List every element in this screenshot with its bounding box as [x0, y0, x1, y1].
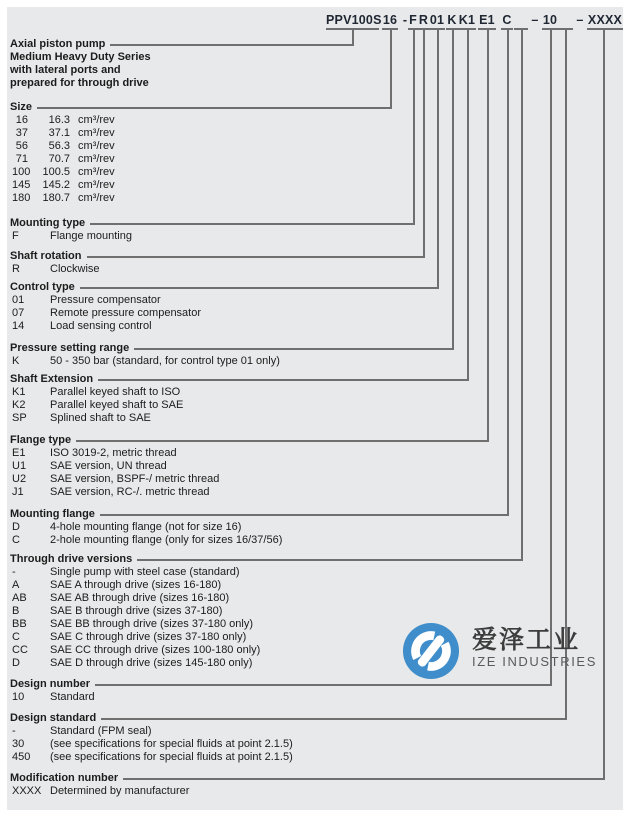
- option-code: U2: [12, 473, 27, 485]
- code-option-row: [12, 738, 567, 751]
- option-code: C: [12, 534, 20, 546]
- section-flange-type: [10, 434, 489, 499]
- section-rule: [37, 107, 392, 109]
- option-code: -: [12, 725, 16, 737]
- product-line: prepared for through drive: [10, 77, 149, 89]
- option-code: CC: [12, 644, 28, 656]
- section-title: Shaft Extension: [10, 373, 94, 385]
- code-option-row: [12, 355, 454, 368]
- option-code: K1: [12, 386, 26, 398]
- option-code: 145: [12, 179, 31, 191]
- option-code: J1: [12, 486, 24, 498]
- connector-line: [423, 30, 425, 258]
- product-line: Medium Heavy Duty Series: [10, 51, 151, 63]
- option-code: F: [12, 230, 19, 242]
- code-segment: F: [408, 13, 418, 30]
- option-value: 56.3: [48, 140, 70, 152]
- code-separator: –: [576, 13, 584, 27]
- option-description: 50 - 350 bar (standard, for control type 01 only): [50, 355, 280, 367]
- option-description: ISO 3019-2, metric thread: [50, 447, 177, 459]
- option-code: 100: [12, 166, 31, 178]
- option-description: SAE D through drive (sizes 145-180 only): [50, 657, 253, 669]
- connector-line: [452, 30, 454, 350]
- option-value: 70.7: [48, 153, 70, 165]
- size-row: [12, 127, 392, 140]
- code-segment: 16: [382, 13, 398, 30]
- option-description: SAE BB through drive (sizes 37-180 only): [50, 618, 253, 630]
- option-code: 14: [12, 320, 25, 332]
- section-shaft-rotation: [10, 250, 425, 276]
- section-mounting-type: [10, 217, 415, 243]
- code-separator: -: [402, 13, 408, 27]
- option-code: BB: [12, 618, 27, 630]
- option-description: Remote pressure compensator: [50, 307, 202, 319]
- option-code: 10: [12, 691, 25, 703]
- section-rule: [87, 256, 426, 258]
- option-unit: cm³/rev: [78, 114, 115, 126]
- connector-line: [507, 30, 509, 516]
- code-separator: –: [531, 13, 539, 27]
- section-title: Shaft rotation: [10, 250, 82, 262]
- option-unit: cm³/rev: [78, 166, 115, 178]
- option-description: Determined by manufacturer: [50, 785, 190, 797]
- connector-line: [413, 30, 415, 225]
- section-title: Design standard: [10, 712, 97, 724]
- option-value: 180.7: [42, 192, 70, 204]
- code-option-row: [12, 320, 439, 333]
- section-rule: [76, 440, 489, 442]
- option-code: 07: [12, 307, 25, 319]
- option-description: Single pump with steel case (standard): [50, 566, 240, 578]
- option-description: SAE A through drive (sizes 16-180): [50, 579, 222, 591]
- size-row: [12, 140, 392, 153]
- section-title: Flange type: [10, 434, 72, 446]
- code-option-row: [12, 447, 489, 460]
- option-code: XXXX: [12, 785, 42, 797]
- size-row: [12, 114, 392, 127]
- code-option-row: [12, 521, 509, 534]
- code-segment: 10: [542, 13, 558, 30]
- option-description: SAE version, BSPF-/ metric thread: [50, 473, 220, 485]
- code-option-row: [12, 486, 489, 499]
- option-description: Pressure compensator: [50, 294, 161, 306]
- option-code: 16: [15, 114, 28, 126]
- ize-watermark: [402, 622, 597, 685]
- option-description: Clockwise: [50, 263, 100, 275]
- section-rule: [101, 718, 567, 720]
- connector-line: [487, 30, 489, 442]
- option-code: SP: [12, 412, 27, 424]
- connector-line: [390, 30, 392, 109]
- section-title: Modification number: [10, 772, 119, 784]
- option-description: SAE version, RC-/. metric thread: [50, 486, 210, 498]
- option-value: 100.5: [42, 166, 70, 178]
- option-description: 4-hole mounting flange (not for size 16): [50, 521, 242, 533]
- circular-arrows-icon: [402, 622, 460, 685]
- section-product: [10, 38, 354, 90]
- code-option-row: [12, 460, 489, 473]
- section-mounting-flange: [10, 508, 509, 547]
- section-rule: [123, 778, 605, 780]
- code-option-row: [12, 751, 567, 764]
- code-segment-blank: [558, 13, 573, 30]
- code-option-row: [12, 473, 489, 486]
- section-rule: [100, 514, 509, 516]
- option-code: -: [12, 566, 16, 578]
- code-segment-blank: [514, 13, 528, 30]
- code-option-row: [12, 230, 415, 243]
- size-row: [12, 192, 392, 205]
- option-code: 71: [15, 153, 28, 165]
- code-segment: R: [418, 13, 429, 30]
- code-option-row: [12, 263, 425, 276]
- option-description: SAE B through drive (sizes 37-180): [50, 605, 223, 617]
- section-title: Mounting flange: [10, 508, 95, 520]
- option-description: Flange mounting: [50, 230, 132, 242]
- option-code: D: [12, 521, 20, 533]
- code-option-row: [12, 412, 469, 425]
- option-code: 01: [12, 294, 25, 306]
- option-value: 16.3: [48, 114, 70, 126]
- code-option-row: [12, 534, 509, 547]
- product-line: with lateral ports and: [10, 64, 121, 76]
- connector-line: [565, 30, 567, 720]
- code-option-row: [12, 579, 523, 592]
- option-description: (see specifications for special fluids at point 2.1.5): [50, 738, 293, 750]
- code-segment: PPV100S: [326, 13, 379, 30]
- brand-name-cjk: 爱泽工业: [472, 626, 581, 654]
- option-code: A: [12, 579, 20, 591]
- option-description: (see specifications for special fluids at point 2.1.5): [50, 751, 293, 763]
- code-option-row: [12, 605, 523, 618]
- code-option-row: [12, 307, 439, 320]
- code-option-row: [12, 386, 469, 399]
- brand-name-latin: IZE INDUSTRIES: [472, 654, 597, 669]
- option-description: SAE CC through drive (sizes 100-180 only): [50, 644, 261, 656]
- code-option-row: [12, 399, 469, 412]
- code-option-row: [12, 294, 439, 307]
- option-description: SAE AB through drive (sizes 16-180): [50, 592, 230, 604]
- size-row: [12, 179, 392, 192]
- section-pressure-range: [10, 342, 454, 368]
- code-option-row: [12, 785, 605, 798]
- option-code: 56: [15, 140, 28, 152]
- option-description: SAE C through drive (sizes 37-180 only): [50, 631, 247, 643]
- option-code: R: [12, 263, 20, 275]
- section-rule: [137, 559, 523, 561]
- option-unit: cm³/rev: [78, 140, 115, 152]
- option-code: C: [12, 631, 20, 643]
- option-code: D: [12, 657, 20, 669]
- code-segment: C: [501, 13, 513, 30]
- option-code: K: [12, 355, 20, 367]
- section-rule: [98, 379, 469, 381]
- section-title: Through drive versions: [10, 553, 133, 565]
- connector-line: [603, 30, 605, 780]
- connector-line: [521, 30, 523, 561]
- section-modification-number: [10, 772, 605, 798]
- section-title: Design number: [10, 678, 91, 690]
- section-title: Pressure setting range: [10, 342, 130, 354]
- option-code: 37: [15, 127, 28, 139]
- section-title: Control type: [10, 281, 75, 293]
- code-segment: XXXX: [587, 13, 623, 30]
- connector-line: [437, 30, 439, 289]
- section-rule: [90, 223, 415, 225]
- section-shaft-extension: [10, 373, 469, 425]
- code-option-row: [12, 691, 552, 704]
- option-code: 180: [12, 192, 31, 204]
- option-unit: cm³/rev: [78, 153, 115, 165]
- code-segment: 01: [429, 13, 445, 30]
- option-code: B: [12, 605, 20, 617]
- option-unit: cm³/rev: [78, 127, 115, 139]
- section-control-type: [10, 281, 439, 333]
- option-description: Standard (FPM seal): [50, 725, 152, 737]
- code-segment: E1: [478, 13, 496, 30]
- option-code: AB: [12, 592, 27, 604]
- option-description: Parallel keyed shaft to ISO: [50, 386, 181, 398]
- section-rule: [110, 44, 354, 46]
- option-code: 30: [12, 738, 25, 750]
- section-title: Axial piston pump: [10, 38, 106, 50]
- section-rule: [134, 348, 454, 350]
- option-description: Load sensing control: [50, 320, 152, 332]
- section-design-standard: [10, 712, 567, 764]
- option-code: K2: [12, 399, 26, 411]
- section-title: Mounting type: [10, 217, 86, 229]
- option-value: 37.1: [48, 127, 70, 139]
- section-size: [10, 101, 392, 205]
- option-value: 145.2: [42, 179, 70, 191]
- code-option-row: [12, 566, 523, 579]
- option-description: 2-hole mounting flange (only for sizes 16/37/56): [50, 534, 283, 546]
- connector-line: [550, 30, 552, 686]
- option-description: SAE version, UN thread: [50, 460, 167, 472]
- option-description: Parallel keyed shaft to SAE: [50, 399, 184, 411]
- code-option-row: [12, 592, 523, 605]
- code-option-row: [12, 725, 567, 738]
- option-unit: cm³/rev: [78, 179, 115, 191]
- option-description: Standard: [50, 691, 95, 703]
- connector-line: [467, 30, 469, 381]
- code-segment: K1: [458, 13, 476, 30]
- option-code: U1: [12, 460, 27, 472]
- option-code: E1: [12, 447, 26, 459]
- section-title: Size: [10, 101, 33, 113]
- option-code: 450: [12, 751, 31, 763]
- size-row: [12, 166, 392, 179]
- code-segment: K: [446, 13, 458, 30]
- size-row: [12, 153, 392, 166]
- option-unit: cm³/rev: [78, 192, 115, 204]
- option-description: Splined shaft to SAE: [50, 412, 151, 424]
- section-rule: [80, 287, 439, 289]
